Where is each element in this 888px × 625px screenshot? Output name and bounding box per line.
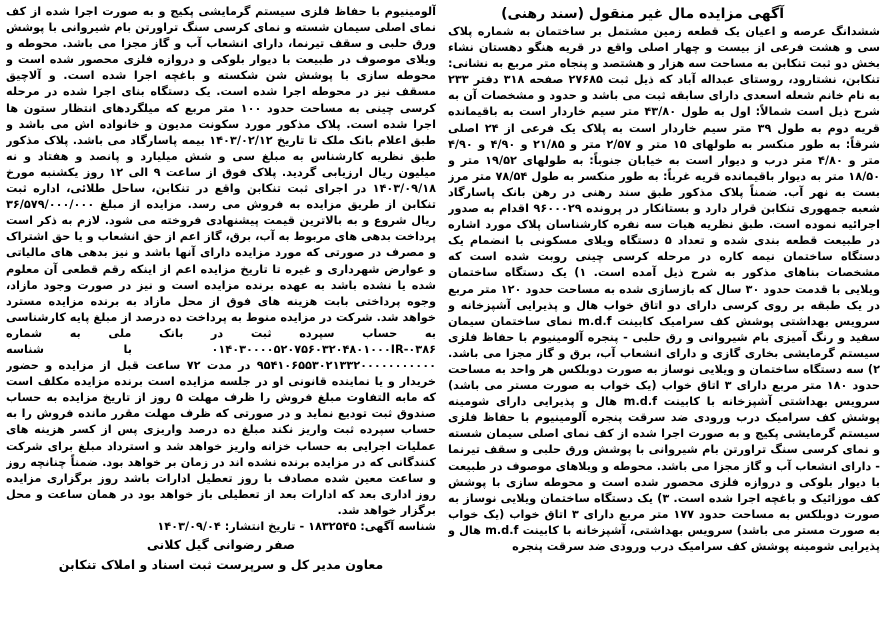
- notice-body-part-2: آلومینیوم با حفاظ فلزی سیستم گرمایشی پکیج و به صورت اجرا شده از کف نمای اصلی سیمان شسته و نمای کرسی سنگ تراورتن بام شیروانی با پوشش ورق حلبی و سقف تیرنما، دارای انشعاب آب و گاز مجزا می باشد. محوطه و ویلای موصوف در طبیعت با دیوار بلوکی و دروازه فلزی محصور شده است و محوطه سازی با پوشش شن شکسته و باغچه اجرا شده است. و آلاچیق مسقف نیز در محوطه اجرا شده است. یک دستگاه بنای اجرا شده در مرحله کرسی چینی به مساحت حدود ۱۰۰ متر مربع که میلگردهای انتظار ستون ها اجرا شده است. پلاک مذکور مورد سکونت مدیون و خانواده اش می باشد و طبق اعلام بانک ملک تا تاریخ ۱۴۰۳/۰۲/۱۲ بیمه پاسارگاد می باشد. پلاک مذکور طبق نظریه کارشناس به مبلغ سی و شش میلیارد و پانصد و هفتاد و نه میلیون ریال ارزیابی گردید. پلاک فوق از ساعت ۹ الی ۱۲ روز یکشنبه مورخ ۱۴۰۳/۰۹/۱۸ در اجرای ثبت تنکابن واقع در تنکابن، ساحل طلائی، اداره ثبت تنکابن از طریق مزایده به فروش می رسد. مزایده از مبلغ ۳۶/۵۷۹/۰۰۰/۰۰۰ ریال شروع و به بالاترین قیمت پیشنهادی فروخته می شود. لازم به ذکر است پرداخت بدهی های مربوط به آب، برق، گاز اعم از حق انشعاب و یا حق اشتراک و مصرف در صورتی که مورد مزایده دارای آنها باشد و نیز بدهی های مالیاتی و عوارض شهرداری و غیره تا تاریخ مزایده اعم از اینکه رقم قطعی آن معلوم شده یا نشده باشد به عهده برنده مزایده است و نیز در صورت وجود مازاد، وجوه پرداختی بابت هزینه های فوق از محل مازاد به برنده مزایده مسترد خواهد شد. شرکت در مزایده منوط به پرداخت ده درصد از مبلغ پایه کارشناسی به حساب سپرده ثبت در بانک ملی به شماره ۰۳۸۶-۰۱۴۰۳۰۰۰۰۵۲۰۷۵۶۰۳۲۰۴۸۰۱۰۰۰IR با شناسه ۹۵۴۱۰۶۵۵۳۰۲۱۳۳۲۰۰۰۰۰۰۰۰۰۰۰ در مدت ۷۲ ساعت قبل از مزایده و حضور خریدار و یا نماینده قانونی او در جلسه مزایده است برنده مزایده مکلف است که مابه التفاوت مبلغ فروش را ظرف مهلت ۵ روز از تاریخ مزایده به حساب صندوق ثبت تودیع نماید و در صورتی که ظرف مهلت مقرر مانده فروش را به حساب سپرده ثبت واریز نکند مبلغ ده درصد واریزی پس از کسر هزینه های عملیات اجرایی به حساب خزانه واریز خواهد شد و استرداد مبلغ برای شرکت کنندگانی که در مزایده برنده نشده اند در زمان بر خواهد بود. ضمناً چنانچه روز و ساعت معین شده مصادف با روز تعطیل ادارات باشد روز برگزاری مزایده روز اداری بعد که ادارات بعد از تعطیلی باز خواهد بود در همان ساعت و محل برگزار خواهد شد.: [6, 5, 436, 517]
- signatory-name: صفر رضوانی گیل کلانی: [146, 537, 296, 553]
- signatory-title: معاون مدیر کل و سرپرست ثبت اسناد و املاک تنکابن: [58, 557, 384, 573]
- notice-body-part-1: ششدانگ عرصه و اعیان یک قطعه زمین مشتمل بر ساختمان به شماره پلاک سی و هشت فرعی از بیست و چهار اصلی واقع در قریه هنگو دهستان نشاء بخش دو ثبت تنکابن به مساحت سه هزار و هشتصد و پنجاه متر مربع به نشانی: تنکابن، نشتارود، روستای عبداله آباد که ذیل ثبت ۲۷۶۸۵ صفحه ۳۱۸ دفتر ۲۳۳ به نام خانم شعله اسعدی دارای سابقه ثبت می باشد و حدود و مشخصات آن به شرح ذیل است شمالاً: اول به طول ۴۳/۸۰ متر سیم خاردار است به باقیمانده قریه دوم به طول ۳۹ متر سیم خاردار است به پلاک یک فرعی از ۲۴ اصلی شرقاً: به طور منکسر به طولهای ۱۵ متر و ۲/۵۷ متر و ۲۱/۸۵ و ۴/۹۰ و ۴/۹۰ متر و ۴/۸۰ متر درب و دیوار است به خیابان جنوباً: به طولهای ۱۹/۵۲ متر و ۱۸/۵۰ متر به دیوار باقیمانده قریه غرباً: به طور منکسر به طول ۷۸/۵۴ متر مرز بست به نهر آب. ضمناً پلاک مذکور طبق سند رهنی در رهن بانک پاسارگاد شعبه جمهوری تنکابن قرار دارد و بستانکار در پرونده ۹۶۰۰۰۲۹ اقدام به صدور اجرائیه نموده است. طبق نظریه هیات سه نفره کارشناسان پلاک مورد اشاره در طبیعت قطعه بندی شده و تعداد ۵ دستگاه ویلای مسکونی با انضمام یک دستگاه ساختمان نیمه کاره در مرحله کرسی چینی روبت شده است که مشخصات بناهای مذکور به شرح ذیل آمده است. ۱) یک دستگاه ساختمان ویلایی با قدمت حدود ۳۰ سال که بازسازی شده به مساحت حدود ۱۲۰ متر مربع در یک طبقه بر روی کرسی دارای دو اتاق خواب هال و پذیرایی آشپزخانه و سرویس بهداشتی پوشش کف سرامیک کابینت m.d.f نمای ساختمان سیمان سفید و رنگ آمیزی بام شیروانی و رق حلبی - پنجره آلومینیوم با حفاظ فلزی سیستم گرمایشی بخاری گازی و دارای انشعاب آب، برق و گاز مجزا می باشد. ۲) سه دستگاه ساختمان و ویلایی نوساز به صورت دوبلکس هر واحد به مساحت حدود ۱۸۰ متر مربع دارای ۳ اتاق خواب (یک خواب به صورت مستر می باشد) سرویس بهداشتی آشپزخانه با کابینت m.d.f هال و پذیرایی دارای شومینه پوشش کف سرامیک درب ورودی ضد سرقت پنجره آلومینیوم با حفاظ فلزی سیستم گرمایشی پکیج و به صورت اجرا شده از کف نمای اصلی سیمان شسته و نمای کرسی سنگ تراورتن بام شیروانی با پوشش ورق حلبی و سقف تیرنما - دارای انشعاب آب و گاز مجزا می باشد. محوطه و ویلاهای موصوف در طبیعت با دیوار بلوکی و دروازه فلزی محصور شده است و محوطه سازی با پوشش کف موزائیک و باغچه اجرا شده است. ۳) یک دستگاه ساختمان ویلایی نوساز به صورت دوبلکس به مساحت حدود ۱۷۷ متر مربع دارای ۳ اتاق خواب (یک خواب به صورت مستر می باشد) سرویس بهداشتی، آشپزخانه با کابینت m.d.f هال و پذیرایی شومینه پوشش کف سرامیک درب ورودی ضد سرقت پنجره: [448, 25, 880, 553]
- notice-right-column: [448, 4, 880, 623]
- notice-title: آگهی مزایده مال غیر منقول (سند رهنی): [501, 6, 784, 22]
- notice-left-column: [6, 4, 436, 623]
- publication-info: شناسه آگهی: ۱۸۳۲۵۴۵ - تاریخ انتشار: ۱۴۰۳/۰۹/۰۴: [157, 520, 436, 533]
